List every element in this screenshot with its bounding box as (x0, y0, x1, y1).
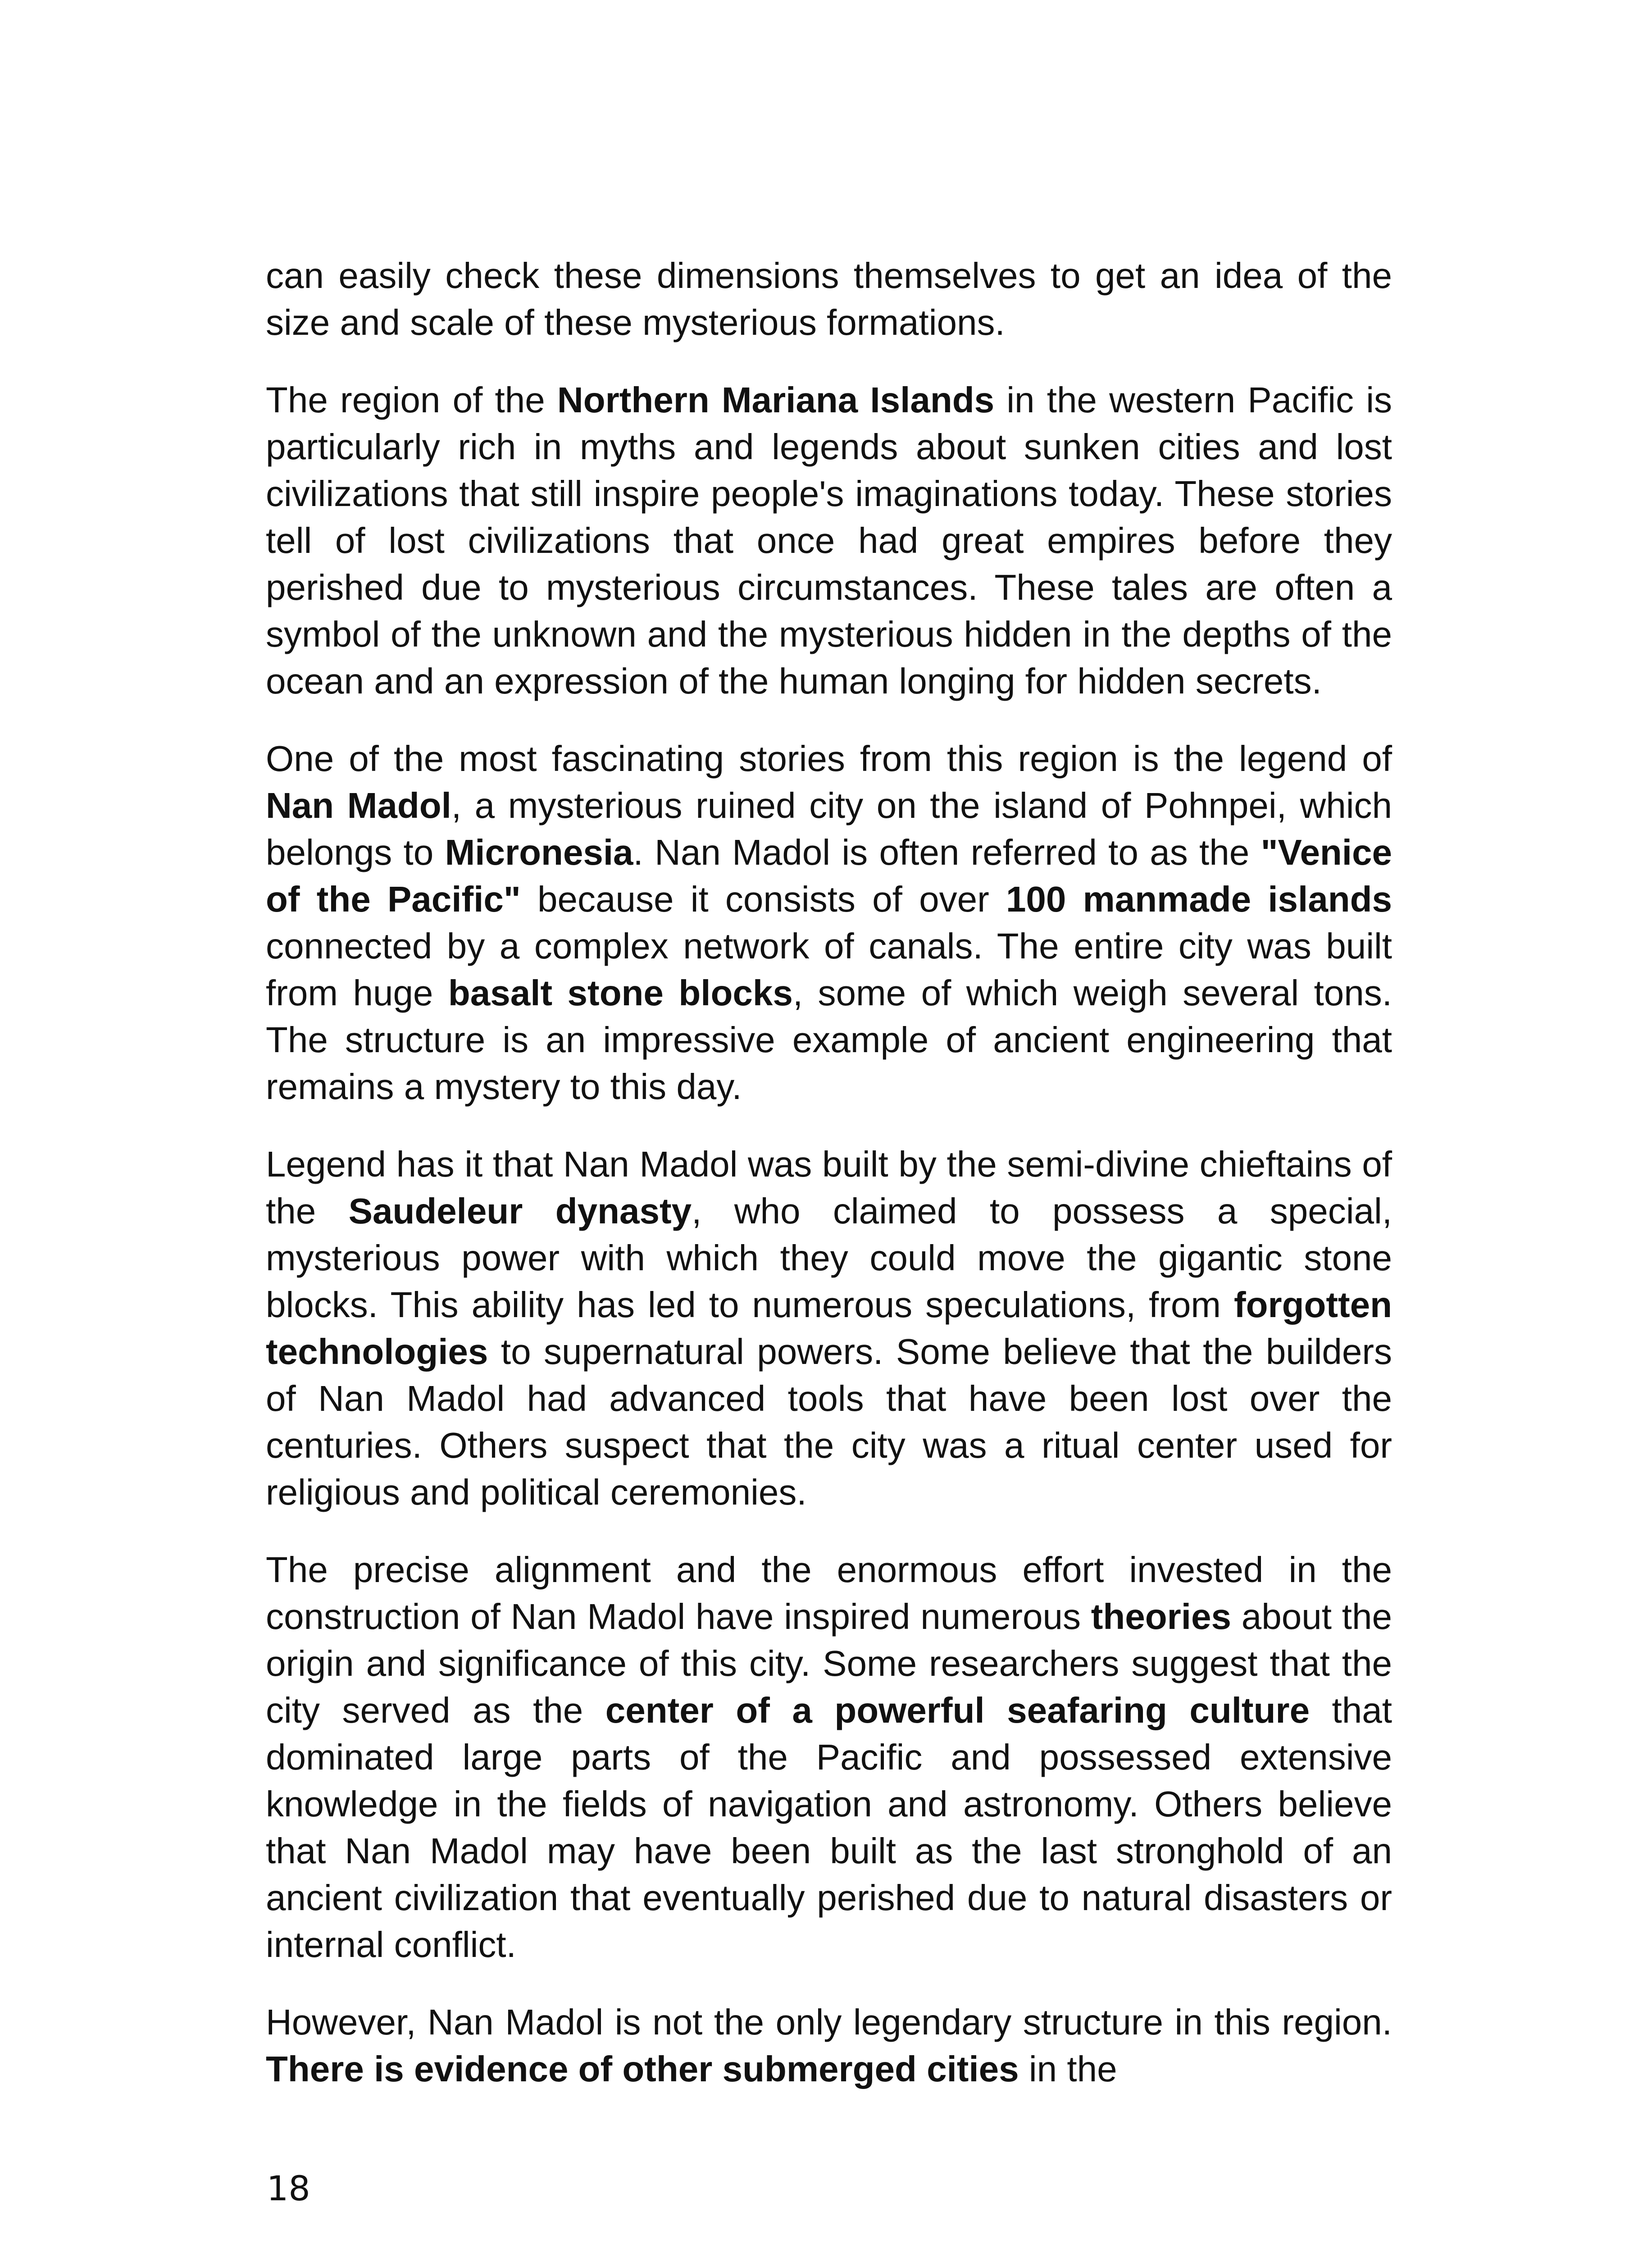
text-run: , a mysterious ruined city on the island of Pohnpei, which belongs to (266, 785, 1392, 872)
emphasis-theories: theories (1091, 1596, 1231, 1637)
emphasis-basalt-stone-blocks: basalt stone blocks (448, 973, 793, 1013)
text-run: to supernatural powers. Some believe that the builders of Nan Madol had advanced tools that have been lost over the centuries. Others suspect that the city was a ritual center used for religious and political ceremonies. (266, 1332, 1392, 1512)
text-run: Legend has it that Nan Madol was built by the semi-divine chieftains of the (266, 1144, 1392, 1231)
text-run: One of the most fascinating stories from this region is the legend of (266, 739, 1392, 779)
text-run: , who claimed to possess a special, mysterious power with which they could move the gigantic stone blocks. This ability has led to numerous speculations, from (266, 1191, 1392, 1325)
emphasis-submerged-cities: There is evidence of other submerged cities (266, 2049, 1019, 2089)
emphasis-saudeleur-dynasty: Saudeleur dynasty (348, 1191, 692, 1231)
paragraph-1 (266, 252, 1392, 346)
paragraph-6 (266, 1999, 1392, 2093)
text-run: can easily check these dimensions themselves to get an idea of the size and scale of these mysterious formations. (266, 255, 1392, 342)
emphasis-100-manmade-islands: 100 manmade islands (1006, 879, 1392, 919)
text-run: in the (1019, 2049, 1117, 2089)
text-run: . Nan Madol is often referred to as the (633, 832, 1261, 872)
emphasis-northern-mariana-islands: Northern Mariana Islands (557, 380, 995, 420)
emphasis-seafaring-culture: center of a powerful seafaring culture (605, 1690, 1310, 1730)
paragraph-4 (266, 1141, 1392, 1516)
text-run: , some of which weigh several tons. The structure is an impressive example of ancient engineering that remains a mystery to this day. (266, 973, 1393, 1107)
text-run: about the origin and significance of this city. Some researchers suggest that the city served as the (266, 1596, 1393, 1730)
text-run: However, Nan Madol is not the only legendary structure in this region. (266, 2002, 1392, 2042)
page-number: 18 (267, 2168, 310, 2208)
paragraph-2 (266, 377, 1392, 705)
emphasis-venice-of-the-pacific: "Venice of the Pacific" (266, 832, 1393, 919)
text-run: The region of the (266, 380, 557, 420)
text-run: connected by a complex network of canals. The entire city was built from huge (266, 926, 1392, 1013)
body-text (266, 252, 1392, 2123)
text-run: The precise alignment and the enormous effort invested in the construction of Nan Madol have inspired numerous (266, 1550, 1392, 1637)
text-run: in the western Pacific is particularly rich in myths and legends about sunken cities and lost civilizations that still inspire people's imaginations today. These stories tell of lost civilizations that once had great empires before they perished due to mysterious circumstances. These tales are often a symbol of the unknown and the mysterious hidden in the depths of the ocean and an expression of the human longing for hidden secrets. (266, 380, 1393, 701)
paragraph-3 (266, 735, 1392, 1110)
text-run: that dominated large parts of the Pacific and possessed extensive knowledge in the fields of navigation and astronomy. Others believe that Nan Madol may have been built as the last stronghold of an ancient civilization that eventually perished due to natural disasters or internal conflict. (266, 1690, 1392, 1965)
emphasis-nan-madol: Nan Madol (266, 785, 451, 825)
text-run: because it consists of over (520, 879, 1006, 919)
emphasis-forgotten-technologies: forgotten technologies (266, 1285, 1392, 1372)
paragraph-5 (266, 1546, 1392, 1968)
emphasis-micronesia: Micronesia (445, 832, 633, 872)
